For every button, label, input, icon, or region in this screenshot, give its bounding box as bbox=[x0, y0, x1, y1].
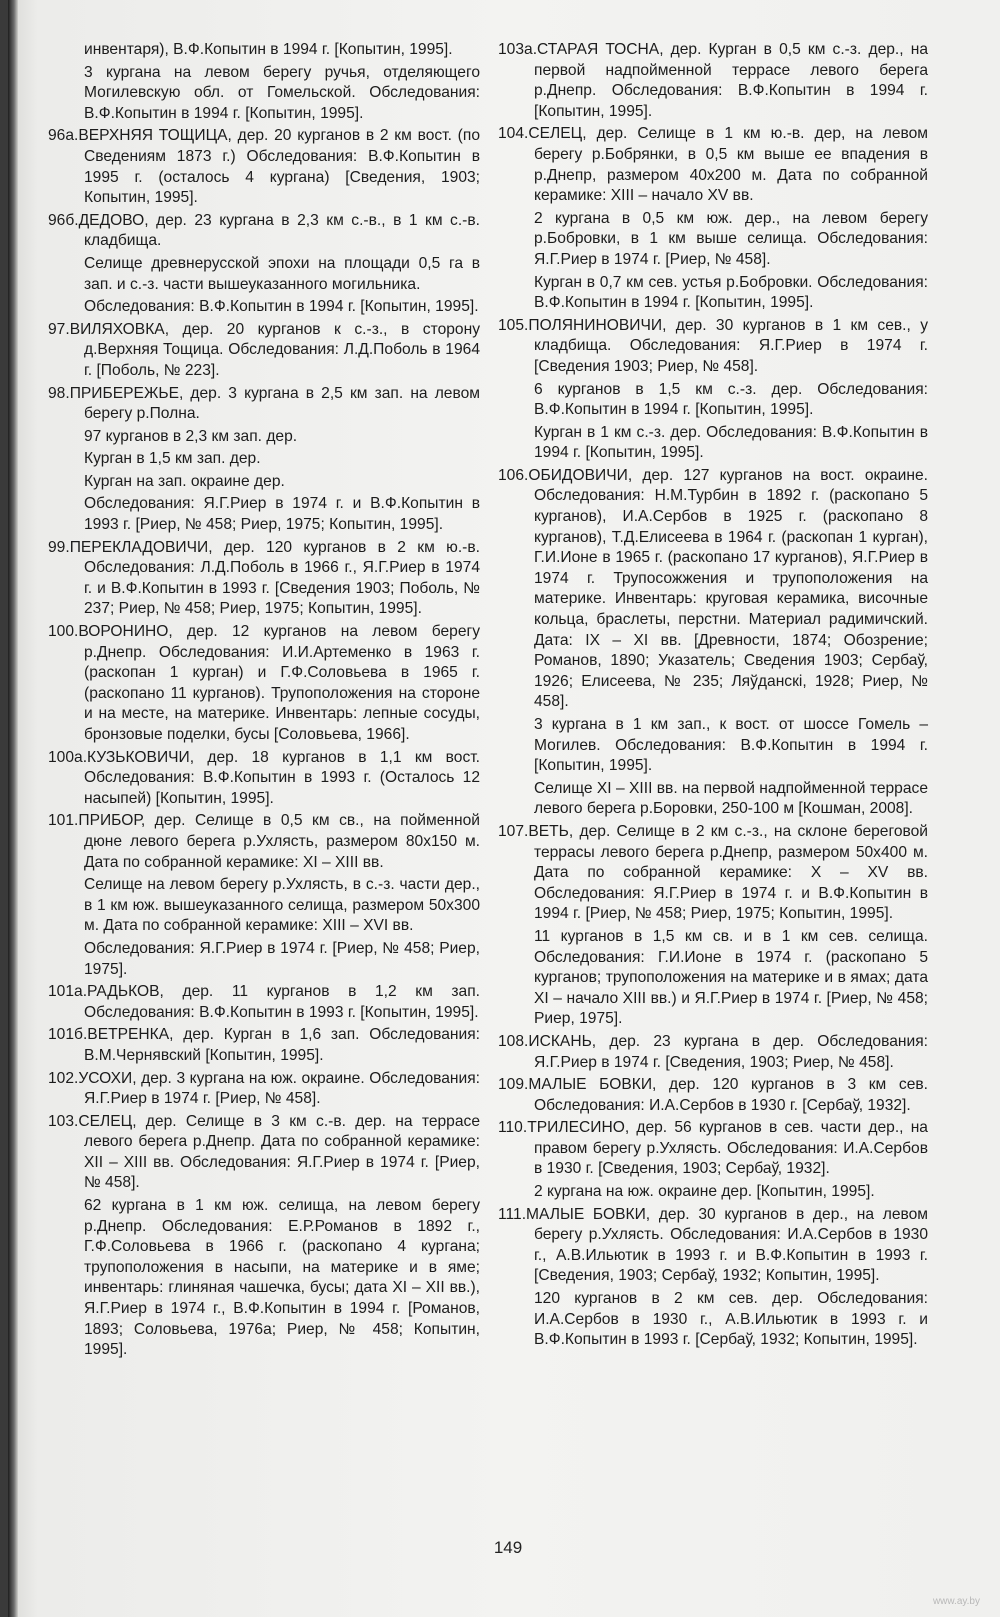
entry-text: Селище древнерусской эпохи на площади 0,5 га в зап. и с.-з. части вышеуказанного могильника. bbox=[84, 254, 480, 293]
entry-number: 96а. bbox=[48, 127, 79, 145]
entry-text: Селище на левом берегу р.Ухлясть, в с.-з. части дер., в 1 км юж. вышеуказанного селища, размером 50х300 м. Дата по собранной керамике: XIII – XVI вв. bbox=[84, 876, 480, 935]
entry-number: 102. bbox=[48, 1069, 79, 1087]
entry-number: 105. bbox=[498, 316, 529, 334]
entry-paragraph bbox=[48, 40, 480, 61]
entry-text: Селище XI – XIII вв. на первой надпойменной террасе левого берега р.Боровки, 250-100 м [Кошман, 2008]. bbox=[534, 779, 928, 818]
entry-heading bbox=[48, 126, 480, 208]
entry-text: ПЕРЕКЛАДОВИЧИ, дер. 120 курганов в 2 км ю.-в. Обследования: Л.Д.Поболь в 1966 г., Я.Г.Риер в 1974 г. и В.Ф.Копытин в 1993 г. [Сведения 1903; Поболь, № 237; Риер, № 458; Риер, 1975; Копытин, 1995]. bbox=[69, 538, 480, 618]
entry-text: РАДЬКОВ, дер. 11 курганов в 1,2 км зап. Обследования: В.Ф.Копытин в 1993 г. [Копытин, 1995]. bbox=[84, 983, 480, 1021]
entry-text: ВЕТЬ, дер. Селище в 2 км с.-з., на склоне береговой террасы левого берега р.Днепр, размером 50х400 м. Дата по собранной керамике: X – XV вв. Обследования: Я.Г.Риер в 1974 г. и В.Ф.Копытин в 1994 г. [Риер, № 458; Риер, 1975; Копытин, 1995]. bbox=[528, 822, 928, 923]
entry-number: 98. bbox=[48, 384, 70, 402]
entry-text: ВЕТРЕНКА, дер. Курган в 1,6 зап. Обследования: В.М.Чернявский [Копытин, 1995]. bbox=[84, 1026, 480, 1064]
entry-text: Курган на зап. окраине дер. bbox=[84, 472, 285, 490]
entry-text: 6 курганов в 1,5 км с.-з. дер. Обследования: В.Ф.Копытин в 1994 г. [Копытин, 1995]. bbox=[534, 380, 928, 419]
entry-text: 11 курганов в 1,5 км св. и в 1 км сев. селища. Обследования: Г.И.Ионе в 1974 г. (раскопано 5 курганов; трупоположения на материке и в ямах; дата XI – начало XIII вв.) и Я.Г.Риер в 1974 г. [Риер, № 458; Риер, 1975]. bbox=[534, 927, 928, 1028]
entry-heading bbox=[48, 211, 480, 252]
entry-text: Курган в 1 км с.-з. дер. Обследования: В.Ф.Копытин в 1994 г. [Копытин, 1995]. bbox=[534, 423, 928, 462]
entry-text: ОБИДОВИЧИ, дер. 127 курганов на вост. окраине. Обследования: Н.М.Турбин в 1892 г. (раскопано 5 курганов), И.А.Сербов в 1925 г. (раскопано 8 курганов), Т.Д.Елисеева в 1964 г. (раскопан 1 курган), Г.И.Ионе в 1965 г. (раскопано 17 курганов), Я.Г.Риер в 1974 г. Трупосожжения и трупоположения на материке. Инвентарь: круговая керамика, височные кольца, браслеты, перстни. Материал радимичский. Дата: IX – XI вв. [Древности, 1874; Обозрение; Романов, 1890; Указатель; Сведения 1903; Сербаў, 1926; Елисеева, № 235; Ляўданскі, 1928; Риер, № 458]. bbox=[528, 466, 928, 711]
entry-number: 101. bbox=[48, 812, 79, 830]
entry-text: ВЕРХНЯЯ ТОЩИЦА, дер. 20 курганов в 2 км вост. (по Сведениям 1873 г.) Обследования: В.Ф.Копытин в 1995 г. (осталось 4 кургана) [Сведения, 1903; Копытин, 1995]. bbox=[78, 127, 480, 207]
entry-heading bbox=[48, 384, 480, 425]
entry-text: 2 кургана в 0,5 км юж. дер., на левом берегу р.Бобровки, в 1 км выше селища. Обследования: Я.Г.Риер в 1974 г. [Риер, № 458]. bbox=[534, 209, 928, 268]
entry-heading bbox=[48, 811, 480, 873]
entry-text: МАЛЫЕ БОВКИ, дер. 120 курганов в 3 км сев. Обследования: И.А.Сербов в 1930 г. [Сербаў, 1932]. bbox=[528, 1076, 928, 1114]
entry-heading bbox=[498, 1118, 928, 1180]
entry-number: 100а. bbox=[48, 748, 88, 766]
entry-paragraph bbox=[48, 254, 480, 295]
entry-number: 103. bbox=[48, 1112, 79, 1130]
entry-heading bbox=[498, 1032, 928, 1073]
entry-text: УСОХИ, дер. 3 кургана на юж. окраине. Обследования: Я.Г.Риер в 1974 г. [Риер, № 458]. bbox=[78, 1069, 480, 1108]
entry-paragraph bbox=[48, 875, 480, 937]
entry-heading bbox=[498, 1205, 928, 1287]
entry-heading bbox=[48, 622, 480, 746]
entry-paragraph bbox=[498, 1182, 928, 1203]
entry-text: ДЕДОВО, дер. 23 кургана в 2,3 км с.-в., в 1 км с.-в. кладбища. bbox=[78, 211, 480, 250]
entry-paragraph bbox=[48, 63, 480, 125]
entry-paragraph bbox=[48, 427, 480, 448]
entry-heading bbox=[498, 40, 928, 122]
entry-number: 107. bbox=[498, 822, 529, 840]
entry-paragraph bbox=[498, 1289, 928, 1351]
entry-number: 97. bbox=[48, 320, 70, 338]
entry-text: ПРИБОР, дер. Селище в 0,5 км св., на пойменной дюне левого берега р.Ухлясть, размером 80х150 м. Дата по собранной керамике: XI – XIII вв. bbox=[78, 812, 480, 871]
page-gutter-shadow bbox=[8, 0, 18, 1617]
left-column bbox=[48, 40, 480, 1363]
entry-number: 110. bbox=[498, 1119, 528, 1137]
entry-text: 3 кургана в 1 км зап., к вост. от шоссе Гомель – Могилев. Обследования: В.Ф.Копытин в 1994 г. [Копытин, 1995]. bbox=[534, 716, 928, 775]
entry-heading bbox=[48, 538, 480, 620]
entry-text: ПОЛЯНИНОВИЧИ, дер. 30 курганов в 1 км сев., у кладбища. Обследования: Я.Г.Риер в 1974 г. [Сведения 1903; Риер, № 458]. bbox=[528, 316, 928, 375]
entry-text: СТАРАЯ ТОСНА, дер. Курган в 0,5 км с.-з. дер., на первой надпойменной террасе левого берега р.Днепр. Обследования: В.Ф.Копытин в 1994 г. [Копытин, 1995]. bbox=[534, 41, 928, 120]
book-page bbox=[8, 0, 1000, 1617]
entry-text: ПРИБЕРЕЖЬЕ, дер. 3 кургана в 2,5 км зап. на левом берегу р.Полна. bbox=[69, 384, 480, 423]
entry-text: ВИЛЯХОВКА, дер. 20 курганов к с.-з., в сторону д.Верхняя Тощица. Обследования: Л.Д.Поболь в 1964 г. [Поболь, № 223]. bbox=[69, 320, 480, 379]
entry-paragraph bbox=[498, 927, 928, 1030]
entry-text: 3 кургана на левом берегу ручья, отделяющего Могилевскую обл. от Гомельской. Обследования: В.Ф.Копытин в 1994 г. [Копытин, 1995]. bbox=[84, 63, 480, 122]
entry-number: 109. bbox=[498, 1076, 529, 1094]
entry-paragraph bbox=[48, 449, 480, 470]
entry-paragraph bbox=[498, 715, 928, 777]
entry-text: Обследования: В.Ф.Копытин в 1994 г. [Копытин, 1995]. bbox=[84, 298, 479, 316]
entry-text: 2 кургана на юж. окраине дер. [Копытин, 1995]. bbox=[534, 1183, 875, 1201]
entry-text: СЕЛЕЦ, дер. Селище в 3 км с.-в. дер. на террасе левого берега р.Днепр. Дата по собранной керамике: XII – XIII вв. Обследования: Я.Г.Риер в 1974 г. [Риер, № 458]. bbox=[78, 1112, 480, 1192]
page-number: 149 bbox=[493, 1538, 523, 1557]
entry-heading bbox=[48, 748, 480, 810]
entry-text: Курган в 0,7 км сев. устья р.Бобровки. Обследования: В.Ф.Копытин в 1994 г. [Копытин, 1995]. bbox=[534, 273, 928, 312]
entry-number: 96б. bbox=[48, 211, 79, 229]
entry-text: КУЗЬКОВИЧИ, дер. 18 курганов в 1,1 км вост. Обследования: В.Ф.Копытин в 1993 г. (Осталось 12 насыпей) [Копытин, 1995]. bbox=[84, 748, 480, 807]
watermark: www.ay.by bbox=[932, 1596, 980, 1607]
entry-number: 106. bbox=[498, 466, 529, 484]
entry-text: 62 кургана в 1 км юж. селища, на левом берегу р.Днепр. Обследования: Е.Р.Романов в 1892 г., Г.Ф.Соловьева в 1966 г. (раскопано 4 кургана; трупоположения в насыпи, на материке и в яме; инвентарь: глиняная чашечка, бусы; дата XI – XII вв.), Я.Г.Риер в 1974 г., В.Ф.Копытин в 1994 г. [Романов, 1893; Соловьева, 1976а; Риер, № 458; Копытин, 1995]. bbox=[84, 1197, 480, 1359]
entry-text: Обследования: Я.Г.Риер в 1974 г. [Риер, № 458; Риер, 1975]. bbox=[84, 939, 480, 978]
entry-paragraph bbox=[498, 779, 928, 820]
entry-heading bbox=[498, 822, 928, 925]
entry-paragraph bbox=[498, 423, 928, 464]
entry-number: 108. bbox=[498, 1032, 529, 1050]
entry-paragraph bbox=[498, 380, 928, 421]
entry-heading bbox=[48, 320, 480, 382]
entry-heading bbox=[48, 1069, 480, 1110]
entry-number: 100. bbox=[48, 623, 79, 641]
entry-heading bbox=[48, 1025, 480, 1066]
entry-text: Курган в 1,5 км зап. дер. bbox=[84, 450, 261, 468]
entry-text: 97 курганов в 2,3 км зап. дер. bbox=[84, 427, 298, 445]
entry-paragraph bbox=[48, 939, 480, 980]
entry-text: МАЛЫЕ БОВКИ, дер. 30 курганов в дер., на левом берегу р.Ухлясть. Обследования: И.А.Сербов в 1930 г., А.В.Ильютик в 1993 г. и В.Ф.Копытин в 1993 г. [Сведения, 1903; Сербаў, 1932; Копытин, 1995]. bbox=[526, 1205, 928, 1285]
entry-text: Обследования: Я.Г.Риер в 1974 г. и В.Ф.Копытин в 1993 г. [Риер, № 458; Риер, 1975; Копытин, 1995]. bbox=[84, 495, 480, 534]
entry-paragraph bbox=[48, 297, 480, 318]
entry-text: 120 курганов в 2 км сев. дер. Обследования: И.А.Сербов в 1930 г., А.В.Ильютик в 1993 г. и В.Ф.Копытин в 1993 г. [Сербаў, 1932; Копытин, 1995]. bbox=[534, 1290, 928, 1349]
entry-paragraph bbox=[48, 472, 480, 493]
entry-paragraph bbox=[48, 1196, 480, 1361]
entry-heading bbox=[48, 1112, 480, 1194]
entry-paragraph bbox=[48, 494, 480, 535]
entry-paragraph bbox=[498, 209, 928, 271]
entry-text: СЕЛЕЦ, дер. Селище в 1 км ю.-в. дер, на левом берегу р.Бобрянки, в 0,5 км выше ее впадения в р.Днепр, размером 40х200 м. Дата по собранной керамике: XIII – начало XV вв. bbox=[528, 125, 928, 205]
entry-number: 99. bbox=[48, 538, 70, 556]
entry-paragraph bbox=[498, 273, 928, 314]
entry-heading bbox=[48, 982, 480, 1023]
entry-number: 111. bbox=[498, 1205, 527, 1223]
entry-text: ТРИЛЕСИНО, дер. 56 курганов в сев. части дер., на правом берегу р.Ухлясть. Обследования: И.А.Сербов в 1930 г. [Сведения, 1903; Сербаў, 1932]. bbox=[527, 1119, 928, 1178]
entry-number: 103а. bbox=[498, 41, 538, 58]
entry-number: 101б. bbox=[48, 1026, 88, 1044]
entry-number: 104. bbox=[498, 125, 529, 143]
entry-heading bbox=[498, 316, 928, 378]
entry-heading bbox=[498, 124, 928, 206]
entry-heading bbox=[498, 1075, 928, 1116]
right-column bbox=[498, 40, 928, 1353]
entry-heading bbox=[498, 466, 928, 713]
entry-text: инвентаря), В.Ф.Копытин в 1994 г. [Копытин, 1995]. bbox=[84, 41, 453, 58]
entry-number: 101а. bbox=[48, 983, 88, 1001]
entry-text: ВОРОНИНО, дер. 12 курганов на левом берегу р.Днепр. Обследования: И.И.Артеменко в 1963 г. (раскопан 1 курган) и Г.Ф.Соловьева в 1965 г. (раскопано 11 курганов). Трупоположения на стороне и на месте, на материке. Инвентарь: лепные сосуды, бронзовые поделки, бусы [Соловьева, 1966]. bbox=[78, 623, 480, 743]
entry-text: ИСКАНЬ, дер. 23 кургана в дер. Обследования: Я.Г.Риер в 1974 г. [Сведения, 1903; Риер, № 458]. bbox=[528, 1032, 928, 1071]
